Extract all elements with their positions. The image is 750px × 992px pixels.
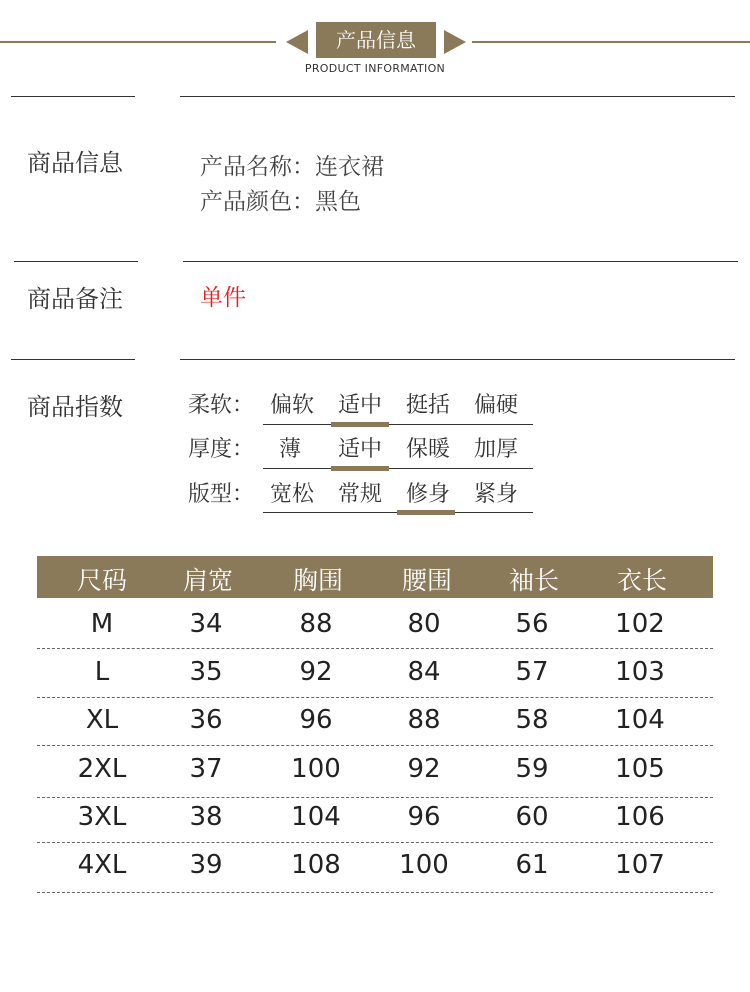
- row-divider: [37, 745, 713, 746]
- index-row-name: 厚度：: [188, 437, 255, 462]
- banner-title: 产品信息: [316, 22, 436, 58]
- banner-line-left: [0, 41, 276, 43]
- size-cell: 60: [515, 802, 549, 832]
- index-row-underline: [263, 468, 533, 469]
- size-cell: 103: [615, 657, 665, 687]
- size-cell: 104: [291, 802, 341, 832]
- size-header-cell: 衣长: [616, 566, 667, 595]
- size-cell: 96: [299, 705, 333, 735]
- size-cell: M: [90, 609, 114, 639]
- index-selected-marker: [331, 466, 389, 471]
- index-option: 偏软: [269, 393, 314, 418]
- divider: [11, 359, 135, 360]
- row-divider: [37, 892, 713, 893]
- size-header-cell: 肩宽: [182, 566, 233, 595]
- size-cell: 96: [407, 802, 441, 832]
- size-cell: 37: [189, 754, 223, 784]
- size-cell: 39: [189, 850, 223, 880]
- size-cell: 61: [515, 850, 549, 880]
- size-cell: 92: [407, 754, 441, 784]
- product-color-line: 产品颜色：黑色: [200, 189, 361, 215]
- row-divider: [37, 842, 713, 843]
- size-cell: 102: [615, 609, 665, 639]
- index-row-name: 柔软：: [188, 393, 255, 418]
- size-cell: 38: [189, 802, 223, 832]
- size-header-cell: 腰围: [401, 566, 452, 595]
- index-option: 偏硬: [473, 393, 518, 418]
- index-row-name: 版型：: [188, 482, 255, 507]
- size-cell: 56: [515, 609, 549, 639]
- size-cell: 88: [407, 705, 441, 735]
- index-row-underline: [263, 424, 533, 425]
- size-cell: 34: [189, 609, 223, 639]
- size-cell: 80: [407, 609, 441, 639]
- remark-label: 商品备注: [27, 285, 123, 313]
- divider: [14, 261, 138, 262]
- size-cell: 57: [515, 657, 549, 687]
- size-cell: 92: [299, 657, 333, 687]
- size-cell: 105: [615, 754, 665, 784]
- size-cell: 3XL: [77, 802, 127, 832]
- divider: [180, 359, 735, 360]
- banner-line-right: [472, 41, 750, 43]
- remark-value: 单件: [200, 285, 246, 311]
- size-cell: 84: [407, 657, 441, 687]
- size-cell: 100: [291, 754, 341, 784]
- size-cell: 88: [299, 609, 333, 639]
- index-option: 薄: [278, 437, 301, 462]
- row-divider: [37, 648, 713, 649]
- divider: [180, 96, 735, 97]
- index-option-selected: 修身: [405, 482, 450, 507]
- size-cell: 104: [615, 705, 665, 735]
- index-option-selected: 适中: [337, 437, 382, 462]
- size-cell: 100: [399, 850, 449, 880]
- index-option-selected: 适中: [337, 393, 382, 418]
- size-cell: L: [94, 657, 110, 687]
- size-cell: XL: [85, 705, 119, 735]
- index-option: 紧身: [473, 482, 518, 507]
- index-option: 加厚: [473, 437, 518, 462]
- banner-subtitle: PRODUCT INFORMATION: [304, 62, 446, 75]
- banner-ribbon-left: [286, 30, 308, 54]
- size-cell: 4XL: [77, 850, 127, 880]
- product-info-label: 商品信息: [27, 149, 123, 177]
- index-option: 挺括: [405, 393, 450, 418]
- size-cell: 59: [515, 754, 549, 784]
- row-divider: [37, 697, 713, 698]
- size-cell: 36: [189, 705, 223, 735]
- banner-ribbon-right: [444, 30, 466, 54]
- divider: [11, 96, 135, 97]
- index-option: 宽松: [269, 482, 314, 507]
- size-cell: 107: [615, 850, 665, 880]
- size-header-cell: 胸围: [292, 566, 343, 595]
- size-cell: 35: [189, 657, 223, 687]
- index-option: 保暖: [405, 437, 450, 462]
- row-divider: [37, 797, 713, 798]
- index-label: 商品指数: [27, 393, 123, 421]
- product-name-line: 产品名称：连衣裙: [200, 154, 384, 180]
- divider: [183, 261, 738, 262]
- size-cell: 108: [291, 850, 341, 880]
- index-option: 常规: [337, 482, 382, 507]
- size-cell: 58: [515, 705, 549, 735]
- size-cell: 2XL: [77, 754, 127, 784]
- size-header-cell: 尺码: [76, 566, 127, 595]
- index-selected-marker: [397, 510, 455, 515]
- index-selected-marker: [331, 422, 389, 427]
- size-cell: 106: [615, 802, 665, 832]
- size-header-cell: 袖长: [508, 566, 559, 595]
